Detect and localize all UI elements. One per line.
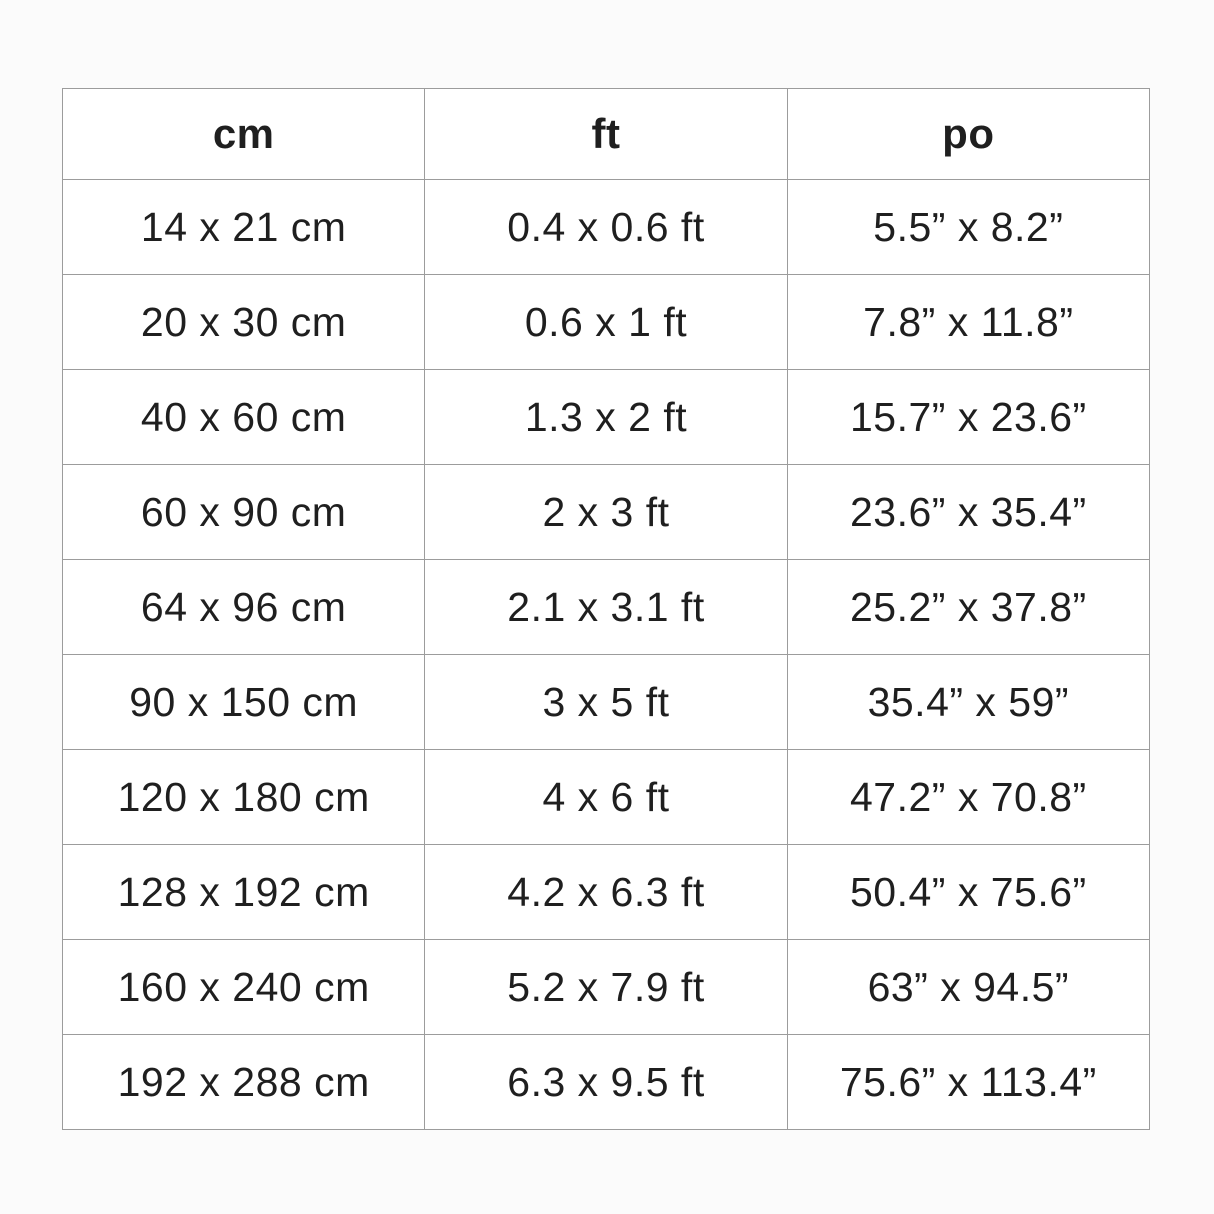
cell-po: 50.4” x 75.6”: [787, 845, 1149, 940]
cell-cm: 160 x 240 cm: [63, 940, 425, 1035]
cell-po: 75.6” x 113.4”: [787, 1035, 1149, 1130]
table-row: [63, 370, 1150, 465]
cell-po: 63” x 94.5”: [787, 940, 1149, 1035]
cell-po: 23.6” x 35.4”: [787, 465, 1149, 560]
cell-ft: 4 x 6 ft: [425, 750, 787, 845]
table-row: [63, 180, 1150, 275]
table-body: [63, 180, 1150, 1130]
cell-cm: 90 x 150 cm: [63, 655, 425, 750]
table-row: [63, 1035, 1150, 1130]
header-ft: ft: [425, 89, 787, 180]
table-row: [63, 845, 1150, 940]
cell-cm: 40 x 60 cm: [63, 370, 425, 465]
table-row: [63, 940, 1150, 1035]
cell-ft: 2 x 3 ft: [425, 465, 787, 560]
cell-po: 7.8” x 11.8”: [787, 275, 1149, 370]
header-row: [63, 89, 1150, 180]
cell-cm: 20 x 30 cm: [63, 275, 425, 370]
cell-cm: 14 x 21 cm: [63, 180, 425, 275]
cell-cm: 60 x 90 cm: [63, 465, 425, 560]
cell-cm: 192 x 288 cm: [63, 1035, 425, 1130]
cell-po: 47.2” x 70.8”: [787, 750, 1149, 845]
table-row: [63, 560, 1150, 655]
table-row: [63, 275, 1150, 370]
cell-ft: 3 x 5 ft: [425, 655, 787, 750]
cell-po: 25.2” x 37.8”: [787, 560, 1149, 655]
table-row: [63, 655, 1150, 750]
cell-ft: 0.6 x 1 ft: [425, 275, 787, 370]
header-po: po: [787, 89, 1149, 180]
cell-ft: 1.3 x 2 ft: [425, 370, 787, 465]
cell-ft: 2.1 x 3.1 ft: [425, 560, 787, 655]
cell-po: 5.5” x 8.2”: [787, 180, 1149, 275]
cell-ft: 5.2 x 7.9 ft: [425, 940, 787, 1035]
cell-cm: 128 x 192 cm: [63, 845, 425, 940]
header-cm: cm: [63, 89, 425, 180]
size-conversion-table: [62, 88, 1150, 1130]
table-row: [63, 750, 1150, 845]
table-header: [63, 89, 1150, 180]
cell-ft: 6.3 x 9.5 ft: [425, 1035, 787, 1130]
cell-ft: 4.2 x 6.3 ft: [425, 845, 787, 940]
cell-po: 35.4” x 59”: [787, 655, 1149, 750]
cell-po: 15.7” x 23.6”: [787, 370, 1149, 465]
cell-ft: 0.4 x 0.6 ft: [425, 180, 787, 275]
table-row: [63, 465, 1150, 560]
cell-cm: 120 x 180 cm: [63, 750, 425, 845]
cell-cm: 64 x 96 cm: [63, 560, 425, 655]
